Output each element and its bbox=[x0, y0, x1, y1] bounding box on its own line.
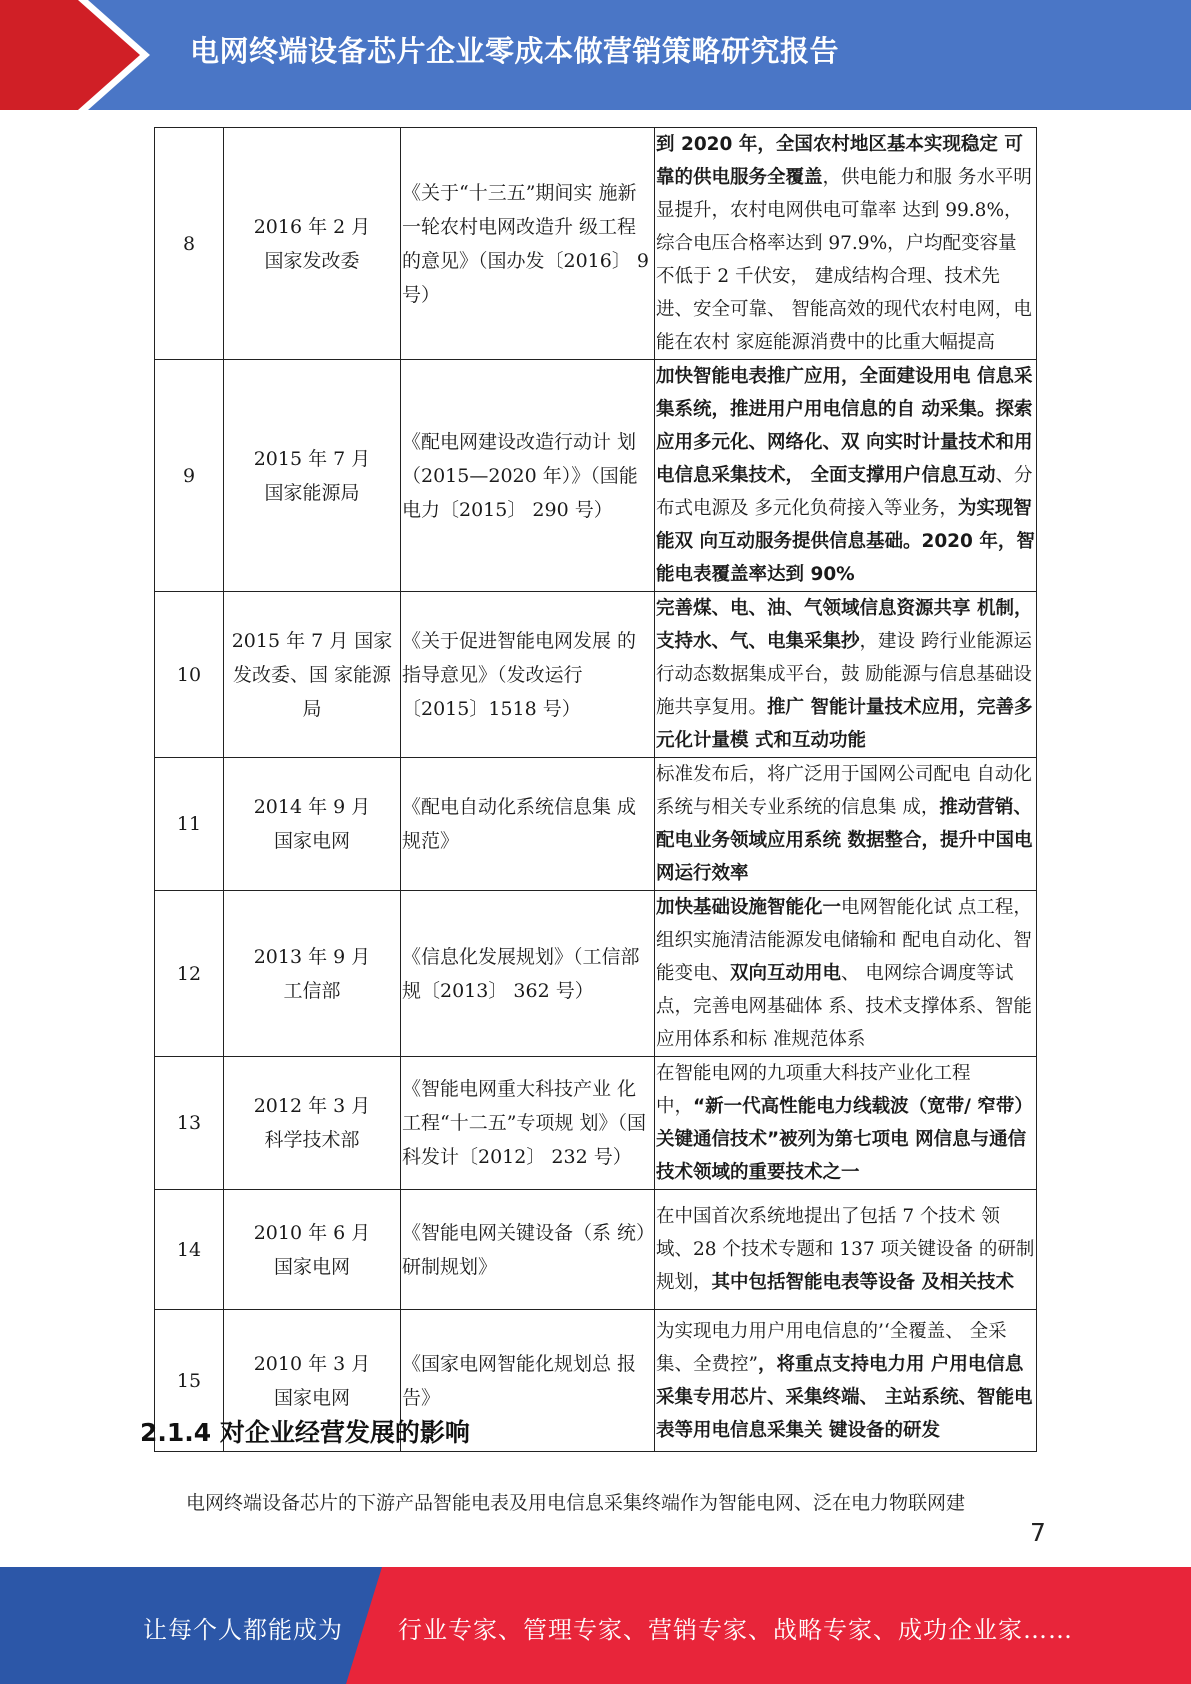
footer-slogan-left: 让每个人都能成为 bbox=[143, 1616, 343, 1644]
policy-document: 《配电网建设改造行动计 划（2015—2020 年）》（国能电力〔2015〕 290 号） bbox=[401, 360, 655, 592]
body-paragraph: 电网终端设备芯片的下游产品智能电表及用电信息采集终端作为智能电网、泛在电力物联网建 bbox=[186, 1492, 966, 1514]
policy-content bbox=[655, 891, 1037, 1057]
issue-date-agency: 2010 年 6 月 国家电网 bbox=[224, 1190, 401, 1310]
content-emphasis: 推广 智能计量技术应用，完善多元化计量模 式和互动功能 bbox=[656, 697, 1033, 751]
content-emphasis: 为实现智能双 向互动服务提供信息基础。2020 年，智 能电表覆盖率达到 90% bbox=[656, 498, 1035, 585]
policy-content bbox=[655, 1057, 1037, 1190]
policy-table bbox=[154, 127, 1037, 1452]
content-text: ，建设 跨行业能源运行动态数据集成平台，鼓 励能源与信息基础设施共享复用。 bbox=[656, 631, 1032, 718]
content-emphasis: 加快基础设施智能化一 bbox=[656, 897, 842, 918]
issue-date-agency: 2010 年 3 月 国家电网 bbox=[224, 1310, 401, 1452]
content-emphasis: ，将重点支持电力用 户用电信息采集专用芯片、采集终端、 主站系统、智能电表等用电信息采集关 键设备的研发 bbox=[656, 1353, 1033, 1441]
content-emphasis: 其中包括智能电表等设备 及相关技术 bbox=[711, 1272, 1014, 1293]
row-number: 14 bbox=[155, 1190, 224, 1310]
row-number: 9 bbox=[155, 360, 224, 592]
policy-content bbox=[655, 1310, 1037, 1452]
content-emphasis: 推动营销、配电业务领域应用系统 数据整合，提升中国电网运行效率 bbox=[656, 797, 1033, 884]
table-row bbox=[155, 891, 1037, 1057]
content-text: 、分布式电源及 多元化负荷接入等业务， bbox=[656, 465, 1033, 519]
content-text: 为实现电力用户用电信息的’‘全覆盖、 全采集、全费控” bbox=[656, 1320, 1007, 1375]
header-banner bbox=[0, 0, 1191, 110]
table-row bbox=[155, 128, 1037, 360]
issue-date-agency: 2015 年 7 月 国家发改委、国 家能源局 bbox=[224, 592, 401, 758]
row-number: 10 bbox=[155, 592, 224, 758]
content-emphasis: 完善煤、电、油、气领域信息资源共享 机制，支持水、气、电集采集抄 bbox=[656, 598, 1033, 652]
content-text: 电网智能化试 点工程，组织实施清洁能源发电储输和 配电自动化、智能变电、 bbox=[656, 897, 1032, 984]
row-number: 13 bbox=[155, 1057, 224, 1190]
policy-document: 《配电自动化系统信息集 成规范》 bbox=[401, 758, 655, 891]
content-text: 在智能电网的九项重大科技产业化工程 中， bbox=[656, 1063, 971, 1117]
issue-date-agency: 2015 年 7 月 国家能源局 bbox=[224, 360, 401, 592]
table-row bbox=[155, 1190, 1037, 1310]
content-text: ，供电能力和服 务水平明显提升，农村电网供电可靠率 达到 99.8%，综合电压合格率达到 97.9%，户均配变容量不低于 2 千伏安， 建成结构合理、技术先进、安全可靠、 智能高效的现代农村电网，电能在农村 家庭能源消费中的比重大幅提高 bbox=[656, 167, 1032, 353]
policy-document: 《信息化发展规划》（工信部规〔2013〕 362 号） bbox=[401, 891, 655, 1057]
policy-document: 《关于促进智能电网发展 的指导意见》（发改运行〔2015〕1518 号） bbox=[401, 592, 655, 758]
policy-document: 《国家电网智能化规划总 报告》 bbox=[401, 1310, 655, 1452]
page-number: 7 bbox=[1030, 1518, 1046, 1547]
row-number: 12 bbox=[155, 891, 224, 1057]
policy-content bbox=[655, 758, 1037, 891]
content-emphasis: 到 2020 年，全国农村地区基本实现稳定 可靠的供电服务全覆盖 bbox=[656, 134, 1023, 188]
issue-date-agency: 2013 年 9 月 工信部 bbox=[224, 891, 401, 1057]
row-number: 8 bbox=[155, 128, 224, 360]
content-text: 、 电网综合调度等试点，完善电网基础体 系、技术支撑体系、智能应用体系和标 准规范体系 bbox=[656, 963, 1032, 1050]
section-heading: 2.1.4 对企业经营发展的影响 bbox=[140, 1418, 470, 1447]
row-number: 11 bbox=[155, 758, 224, 891]
table-row bbox=[155, 758, 1037, 891]
row-number: 15 bbox=[155, 1310, 224, 1452]
policy-document: 《智能电网重大科技产业 化工程“十二五”专项规 划》（国科发计〔2012〕 232 号） bbox=[401, 1057, 655, 1190]
issue-date-agency: 2014 年 9 月 国家电网 bbox=[224, 758, 401, 891]
table-row bbox=[155, 360, 1037, 592]
table-row bbox=[155, 1057, 1037, 1190]
policy-content bbox=[655, 1190, 1037, 1310]
footer-slogan-right: 行业专家、管理专家、营销专家、战略专家、成功企业家…… bbox=[398, 1616, 1073, 1644]
content-emphasis: 加快智能电表推广应用，全面建设用电 信息采集系统，推进用户用电信息的自 动采集。探索应用多元化、网络化、双 向实时计量技术和用电信息采集技术， 全面支撑用户信息互动 bbox=[656, 366, 1033, 486]
content-emphasis: “新一代高性能电力线载波（宽带/ 窄带）关键通信技术”被列为第七项电 网信息与通信技术领域的重要技术之一 bbox=[656, 1096, 1033, 1183]
issue-date-agency: 2016 年 2 月 国家发改委 bbox=[224, 128, 401, 360]
content-text: 标准发布后，将广泛用于国网公司配电 自动化系统与相关专业系统的信息集 成， bbox=[656, 764, 1032, 818]
policy-document: 《关于“十三五”期间实 施新一轮农村电网改造升 级工程的意见》（国办发〔2016〕 9 号） bbox=[401, 128, 655, 360]
report-title: 电网终端设备芯片企业零成本做营销策略研究报告 bbox=[190, 34, 840, 68]
issue-date-agency: 2012 年 3 月 科学技术部 bbox=[224, 1057, 401, 1190]
policy-table-wrapper bbox=[154, 127, 1037, 1452]
policy-document: 《智能电网关键设备（系 统）研制规划》 bbox=[401, 1190, 655, 1310]
policy-content bbox=[655, 128, 1037, 360]
content-text: 在中国首次系统地提出了包括 7 个技术 领域、28 个技术专题和 137 项关键设备 的研制规划， bbox=[656, 1206, 1035, 1293]
table-row bbox=[155, 592, 1037, 758]
policy-content bbox=[655, 592, 1037, 758]
header-red-chevron bbox=[0, 0, 150, 110]
policy-content bbox=[655, 360, 1037, 592]
content-emphasis: 双向互动用电 bbox=[730, 963, 842, 984]
